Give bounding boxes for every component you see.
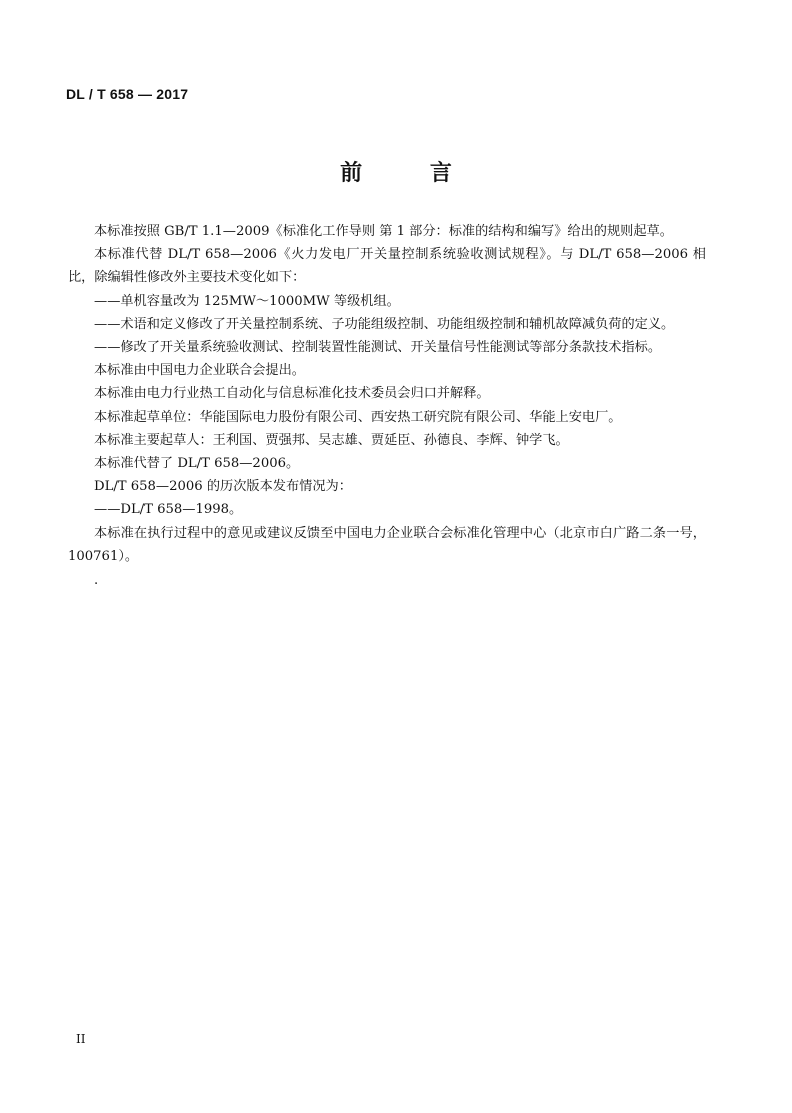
paragraph-drafters: 本标准主要起草人：王利国、贾强邦、吴志雄、贾延臣、孙德良、李辉、钟学飞。 [94,432,569,448]
paragraph-change-terms: ——术语和定义修改了开关量控制系统、子功能组级控制、功能组级控制和辅机故障减负荷的定义。 [94,316,675,332]
paragraph-drafting-rules: 本标准按照 GB/T 1.1—2009《标准化工作导则 第 1 部分：标准的结构和编写》给出的规则起草。 [94,224,673,239]
page-title: 前 言 [340,161,482,186]
paragraph-proposer: 本标准由中国电力企业联合会提出。 [94,363,305,379]
paragraph-history-intro: DL/T 658—2006 的历次版本发布情况为： [94,479,352,495]
paragraph-drafting-units: 本标准起草单位：华能国际电力股份有限公司、西安热工研究院有限公司、华能上安电厂。 [94,409,622,425]
foreword-body [68,220,706,588]
paragraph-change-tests: ——修改了开关量系统验收测试、控制装置性能测试、开关量信号性能测试等部分条款技术指标。 [94,340,662,356]
standard-code-header: DL / T 658 — 2017 [66,86,189,102]
paragraph-committee: 本标准由电力行业热工自动化与信息标准化技术委员会归口并解释。 [94,386,490,402]
paragraph-change-capacity: ——单机容量改为 125MW～1000MW 等级机组。 [94,293,400,309]
paragraph-feedback: 本标准在执行过程中的意见或建议反馈至中国电力企业联合会标准化管理中心（北京市白广路二条一号，100761）。 [68,525,706,564]
paragraph-replacement: 本标准代替 DL/T 658—2006《火力发电厂开关量控制系统验收测试规程》。与 DL/T 658—2006 相比，除编辑性修改外主要技术变化如下： [68,247,706,286]
page-number: II [76,1032,86,1046]
stray-dot-mark: . [94,573,99,589]
paragraph-history-item: ——DL/T 658—1998。 [94,502,243,518]
paragraph-supersedes: 本标准代替了 DL/T 658—2006。 [94,456,300,472]
